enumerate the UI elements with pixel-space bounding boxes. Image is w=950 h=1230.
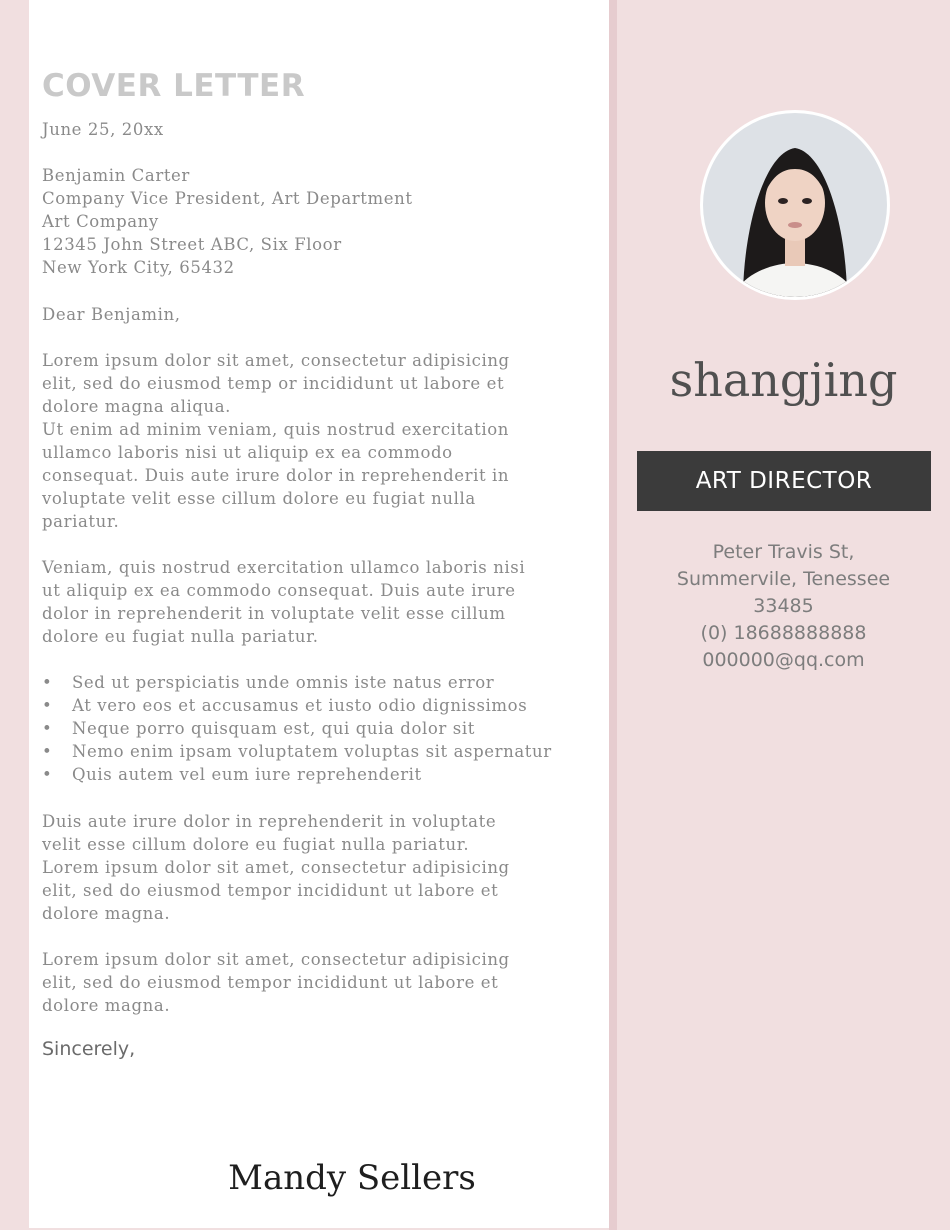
bullet-item: • Neque porro quisquam est, qui quia dolor sit [42, 717, 552, 740]
salutation-text: Dear Benjamin, [42, 305, 181, 324]
address-line-1: Peter Travis St, [712, 541, 855, 563]
paragraph-line: dolore magna. [42, 904, 171, 923]
paragraph-4 [42, 948, 510, 1017]
recipient-block [42, 164, 413, 279]
paragraph-3 [42, 810, 510, 925]
recipient-name: Benjamin Carter [42, 166, 190, 185]
paragraph-line: elit, sed do eiusmod tempor incididunt ut labore et [42, 973, 499, 992]
paragraph-line: dolore magna aliqua. [42, 397, 232, 416]
paragraph-line: consequat. Duis aute irure dolor in reprehenderit in [42, 466, 510, 485]
paragraph-line: Duis aute irure dolor in reprehenderit in voluptate [42, 812, 497, 831]
cover-letter-heading: COVER LETTER [42, 68, 306, 104]
zip-code: 33485 [753, 595, 814, 617]
page-divider [609, 0, 617, 1230]
paragraph-line: voluptate velit esse cillum dolore eu fugiat nulla [42, 489, 476, 508]
address-line-2: Summervile, Tenessee [676, 568, 891, 590]
email-address: 000000@qq.com [702, 649, 865, 671]
bullet-item: • Sed ut perspiciatis unde omnis iste natus error [42, 671, 552, 694]
date-text: June 25, 20xx [42, 120, 164, 139]
profile-name: shangjing [669, 353, 898, 407]
salutation [42, 303, 181, 326]
paragraph-line: Lorem ipsum dolor sit amet, consectetur adipisicing [42, 858, 510, 877]
paragraph-line: dolor in reprehenderit in voluptate velit esse cillum [42, 604, 506, 623]
closing: Sincerely, [42, 1038, 136, 1060]
bullet-item: • Quis autem vel eum iure reprehenderit [42, 763, 552, 786]
bullet-item: • Nemo enim ipsam voluptatem voluptas sit aspernatur [42, 740, 552, 763]
paragraph-1 [42, 349, 510, 533]
phone-number: (0) 18688888888 [700, 622, 867, 644]
role-banner: ART DIRECTOR [637, 451, 931, 511]
paragraph-line: dolore magna. [42, 996, 171, 1015]
contact-block [617, 539, 950, 674]
paragraph-line: ullamco laboris nisi ut aliquip ex ea commodo [42, 443, 453, 462]
recipient-title: Company Vice President, Art Department [42, 189, 413, 208]
paragraph-line: velit esse cillum dolore eu fugiat nulla pariatur. [42, 835, 470, 854]
paragraph-line: Lorem ipsum dolor sit amet, consectetur adipisicing [42, 351, 510, 370]
paragraph-line: Ut enim ad minim veniam, quis nostrud exercitation [42, 420, 509, 439]
signature-name: Mandy Sellers [228, 1158, 476, 1198]
letter-date [42, 118, 164, 141]
paragraph-2 [42, 556, 525, 648]
portrait-illustration [703, 113, 887, 297]
recipient-company: Art Company [42, 212, 159, 231]
bullet-item: • At vero eos et accusamus et iusto odio dignissimos [42, 694, 552, 717]
paragraph-line: ut aliquip ex ea commodo consequat. Duis aute irure [42, 581, 516, 600]
paragraph-line: Lorem ipsum dolor sit amet, consectetur adipisicing [42, 950, 510, 969]
recipient-city: New York City, 65432 [42, 258, 235, 277]
paragraph-line: elit, sed do eiusmod tempor incididunt ut labore et [42, 881, 499, 900]
paragraph-line: Veniam, quis nostrud exercitation ullamco laboris nisi [42, 558, 526, 577]
paragraph-line: elit, sed do eiusmod temp or incididunt ut labore et [42, 374, 505, 393]
paragraph-line: pariatur. [42, 512, 120, 531]
profile-photo [700, 110, 890, 300]
recipient-street: 12345 John Street ABC, Six Floor [42, 235, 342, 254]
bullet-list [42, 671, 552, 786]
paragraph-line: dolore eu fugiat nulla pariatur. [42, 627, 319, 646]
